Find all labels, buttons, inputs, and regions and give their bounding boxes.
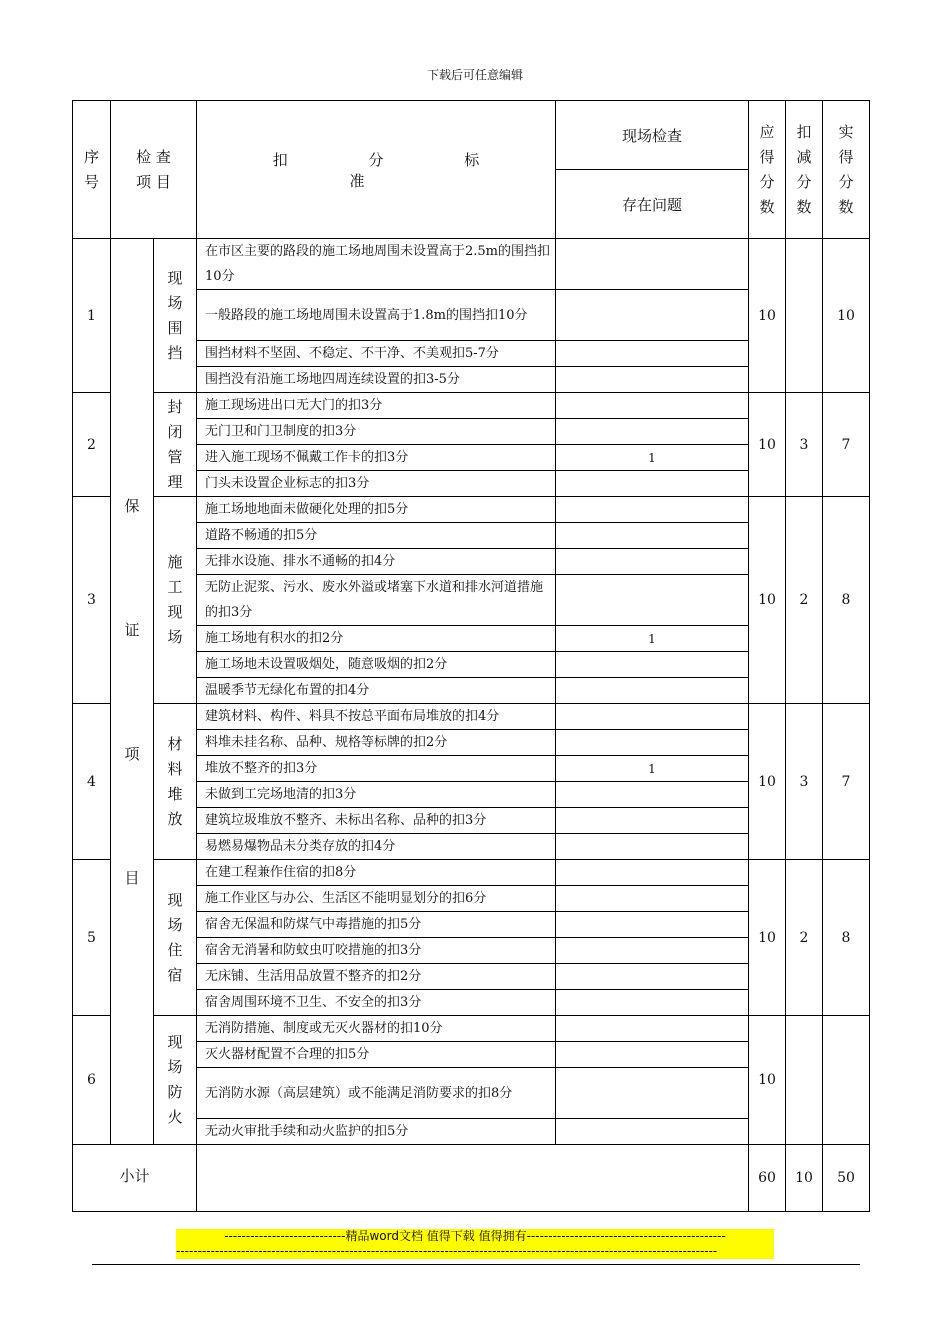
site-issue-mark: [556, 549, 749, 575]
deduction-standard: 进入施工现场不佩戴工作卡的扣3分: [197, 445, 556, 471]
site-issue-mark: [556, 782, 749, 808]
site-issue-mark: [556, 964, 749, 990]
deduction-standard: 温暖季节无绿化布置的扣4分: [197, 678, 556, 704]
deduction-standard: 一般路段的施工场地周围未设置高于1.8m的围挡扣10分: [197, 290, 556, 341]
section-number: 4: [73, 704, 111, 860]
section-name: 现场围挡: [154, 239, 197, 393]
deduction-standard: 无防止泥浆、污水、废水外溢或堵塞下水道和排水河道措施的扣3分: [197, 575, 556, 626]
table-row: [73, 393, 870, 419]
subtotal-row: [73, 1145, 870, 1212]
section-name: 封闭管理: [154, 393, 197, 497]
site-issue-mark: [556, 1016, 749, 1042]
site-issue-mark: [556, 990, 749, 1016]
score-deduct: [786, 239, 823, 393]
deduction-standard: 无门卫和门卫制度的扣3分: [197, 419, 556, 445]
site-issue-mark: [556, 471, 749, 497]
site-issue-mark: [556, 886, 749, 912]
section-number: 2: [73, 393, 111, 497]
score-due: 10: [749, 860, 786, 1016]
header-item: 检 查 项 目: [111, 101, 197, 239]
table-row: [73, 704, 870, 730]
deduction-standard: 道路不畅通的扣5分: [197, 523, 556, 549]
inspection-score-table: [72, 100, 870, 1212]
site-issue-mark: [556, 704, 749, 730]
deduction-standard: 灭火器材配置不合理的扣5分: [197, 1042, 556, 1068]
score-due: 10: [749, 704, 786, 860]
site-issue-mark: [556, 938, 749, 964]
deduction-standard: 无排水设施、排水不通畅的扣4分: [197, 549, 556, 575]
score-deduct: 3: [786, 704, 823, 860]
score-deduct: [786, 1016, 823, 1145]
section-name: 现场防火: [154, 1016, 197, 1145]
section-number: 1: [73, 239, 111, 393]
site-issue-mark: [556, 1042, 749, 1068]
table-row: [73, 239, 870, 290]
deduction-standard: 未做到工完场地清的扣3分: [197, 782, 556, 808]
site-issue-mark: [556, 239, 749, 290]
deduction-standard: 施工场地未设置吸烟处，随意吸烟的扣2分: [197, 652, 556, 678]
section-number: 5: [73, 860, 111, 1016]
deduction-standard: 易燃易爆物品未分类存放的扣4分: [197, 834, 556, 860]
deduction-standard: 围挡没有沿施工场地四周连续设置的扣3-5分: [197, 367, 556, 393]
deduction-standard: 宿舍无消暑和防蚊虫叮咬措施的扣3分: [197, 938, 556, 964]
section-name: 施工现场: [154, 497, 197, 704]
deduction-standard: 施工场地有积水的扣2分: [197, 626, 556, 652]
score-deduct: 2: [786, 497, 823, 704]
site-issue-mark: [556, 393, 749, 419]
score-actual: 10: [823, 239, 870, 393]
deduction-standard: 堆放不整齐的扣3分: [197, 756, 556, 782]
deduction-standard: 无消防措施、制度或无灭火器材的扣10分: [197, 1016, 556, 1042]
header-standard: 扣 分 标 准: [197, 101, 556, 239]
section-number: 3: [73, 497, 111, 704]
score-actual: 8: [823, 497, 870, 704]
table-row: [73, 860, 870, 886]
deduction-standard: 在建工程兼作住宿的扣8分: [197, 860, 556, 886]
subtotal-actual: 50: [823, 1145, 870, 1212]
score-due: 10: [749, 239, 786, 393]
site-issue-mark: [556, 497, 749, 523]
deduction-standard: 无动火审批手续和动火监护的扣5分: [197, 1119, 556, 1145]
site-issue-mark: [556, 1068, 749, 1119]
header-seq: 序号: [73, 101, 111, 239]
deduction-standard: 施工现场进出口无大门的扣3分: [197, 393, 556, 419]
deduction-standard: 建筑材料、构件、料具不按总平面布局堆放的扣4分: [197, 704, 556, 730]
score-actual: 7: [823, 704, 870, 860]
section-name: 材料堆放: [154, 704, 197, 860]
deduction-standard: 施工作业区与办公、生活区不能明显划分的扣6分: [197, 886, 556, 912]
subtotal-label: 小计: [73, 1145, 197, 1212]
footer-divider: [92, 1264, 860, 1265]
section-name: 现场住宿: [154, 860, 197, 1016]
section-number: 6: [73, 1016, 111, 1145]
site-issue-mark: [556, 808, 749, 834]
subtotal-deduct: 10: [786, 1145, 823, 1212]
deduction-standard: 料堆未挂名称、品种、规格等标牌的扣2分: [197, 730, 556, 756]
site-issue-mark: [556, 367, 749, 393]
group-label: 保证项目: [111, 239, 154, 1145]
score-actual: 8: [823, 860, 870, 1016]
site-issue-mark: [556, 652, 749, 678]
site-issue-mark: [556, 678, 749, 704]
header-due: 应得分数: [749, 101, 786, 239]
site-issue-mark: [556, 912, 749, 938]
score-deduct: 3: [786, 393, 823, 497]
site-issue-mark: [556, 860, 749, 886]
deduction-standard: 宿舍无保温和防煤气中毒措施的扣5分: [197, 912, 556, 938]
subtotal-standard-empty: [197, 1145, 749, 1212]
site-issue-mark: [556, 834, 749, 860]
site-issue-mark: 1: [556, 445, 749, 471]
deduction-standard: 围挡材料不坚固、不稳定、不干净、不美观扣5-7分: [197, 341, 556, 367]
footer-banner-line1: ----------------------------精品word文档 值得下载 值得拥有----------------------------------------------: [224, 1229, 726, 1243]
site-issue-mark: [556, 730, 749, 756]
site-issue-mark: [556, 1119, 749, 1145]
deduction-standard: 无床铺、生活用品放置不整齐的扣2分: [197, 964, 556, 990]
score-due: 10: [749, 1016, 786, 1145]
deduction-standard: 门头未设置企业标志的扣3分: [197, 471, 556, 497]
header-site-check: 现场检查: [556, 101, 749, 170]
subtotal-due: 60: [749, 1145, 786, 1212]
header-deduct: 扣减分数: [786, 101, 823, 239]
score-actual: [823, 1016, 870, 1145]
score-due: 10: [749, 393, 786, 497]
score-deduct: 2: [786, 860, 823, 1016]
deduction-standard: 建筑垃圾堆放不整齐、未标出名称、品种的扣3分: [197, 808, 556, 834]
site-issue-mark: [556, 290, 749, 341]
deduction-standard: 宿舍周围环境不卫生、不安全的扣3分: [197, 990, 556, 1016]
table-row: [73, 1016, 870, 1042]
score-due: 10: [749, 497, 786, 704]
table-row: [73, 497, 870, 523]
header-actual: 实得分数: [823, 101, 870, 239]
deduction-standard: 无消防水源（高层建筑）或不能满足消防要求的扣8分: [197, 1068, 556, 1119]
site-issue-mark: [556, 523, 749, 549]
site-issue-mark: [556, 575, 749, 626]
footer-banner: [176, 1229, 774, 1259]
site-issue-mark: 1: [556, 756, 749, 782]
site-issue-mark: [556, 341, 749, 367]
header-issues: 存在问题: [556, 170, 749, 239]
site-issue-mark: 1: [556, 626, 749, 652]
score-actual: 7: [823, 393, 870, 497]
footer-banner-line2: -----------------------------------------------------------------------------------------------------------------------------: [176, 1244, 718, 1258]
deduction-standard: 施工场地地面未做硬化处理的扣5分: [197, 497, 556, 523]
site-issue-mark: [556, 419, 749, 445]
page-header-note: 下载后可任意编辑: [426, 68, 523, 82]
deduction-standard: 在市区主要的路段的施工场地周围未设置高于2.5m的围挡扣10分: [197, 239, 556, 290]
